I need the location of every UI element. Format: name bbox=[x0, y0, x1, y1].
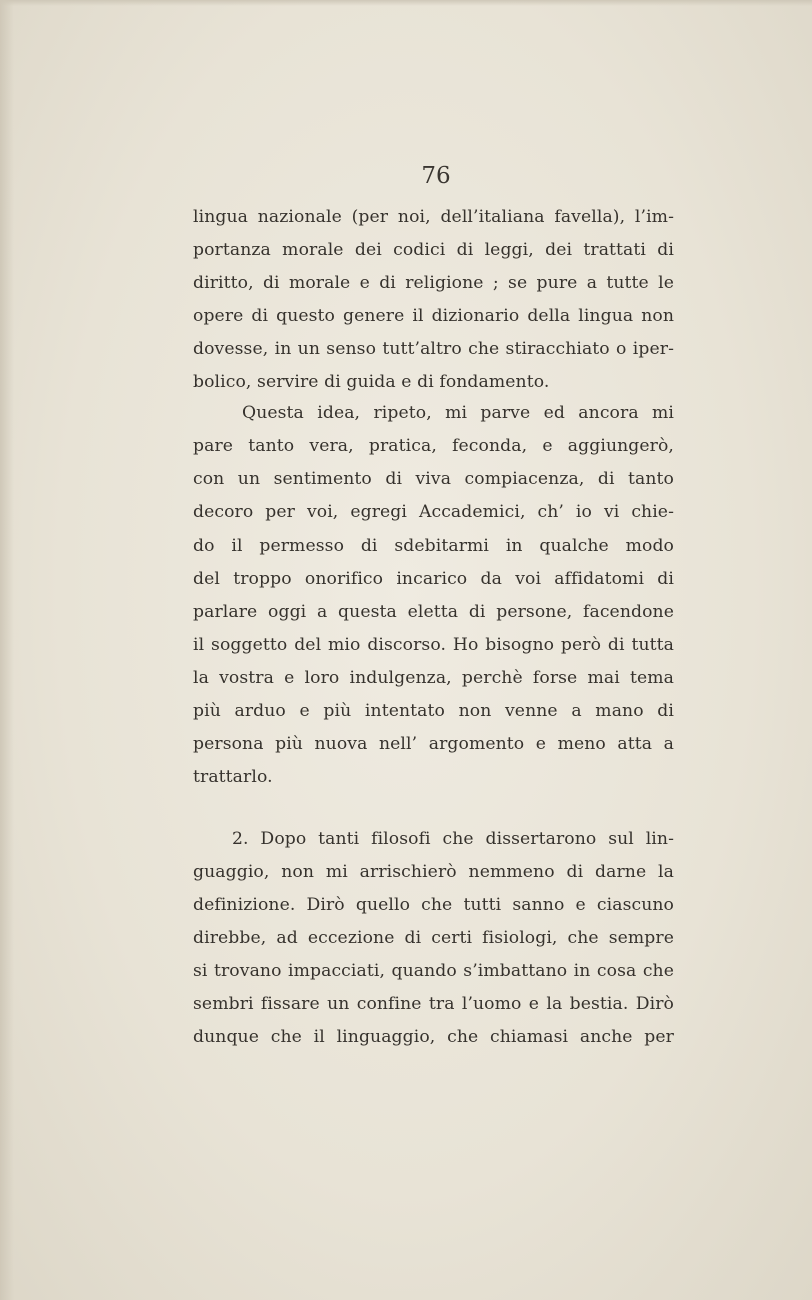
text-line: trattarlo. bbox=[193, 767, 273, 787]
page-top-edge bbox=[0, 0, 812, 6]
text-line: si trovano impacciati, quando s’imbattano in cosa che bbox=[193, 961, 674, 981]
text-line: il soggetto del mio discorso. Ho bisogno però di tutta bbox=[193, 635, 674, 655]
text-line: persona più nuova nell’ argomento e meno atta a bbox=[193, 734, 674, 754]
text-line: più arduo e più intentato non venne a mano di bbox=[193, 701, 674, 721]
text-line: portanza morale dei codici di leggi, dei trattati di bbox=[193, 240, 674, 260]
text-line: opere di questo genere il dizionario della lingua non bbox=[193, 306, 674, 326]
text-line: sembri fissare un confine tra l’uomo e la bestia. Dirò bbox=[193, 994, 674, 1014]
text-line: diritto, di morale e di religione ; se pure a tutte le bbox=[193, 273, 674, 293]
text-line: la vostra e loro indulgenza, perchè forse mai tema bbox=[193, 668, 674, 688]
text-line: Questa idea, ripeto, mi parve ed ancora mi bbox=[242, 403, 674, 423]
text-line: definizione. Dirò quello che tutti sanno e ciascuno bbox=[193, 895, 674, 915]
text-line: pare tanto vera, pratica, feconda, e aggiungerò, bbox=[193, 436, 674, 456]
text-line: parlare oggi a questa eletta di persone, facendone bbox=[193, 602, 674, 622]
text-line: decoro per voi, egregi Accademici, ch’ io vi chie- bbox=[193, 502, 674, 522]
text-line: con un sentimento di viva compiacenza, di tanto bbox=[193, 469, 674, 489]
text-line: guaggio, non mi arrischierò nemmeno di darne la bbox=[193, 862, 674, 882]
page-gutter-shadow bbox=[0, 0, 14, 1300]
page-number: 76 bbox=[421, 163, 451, 189]
text-line: del troppo onorifico incarico da voi affidatomi di bbox=[193, 569, 674, 589]
text-line: dovesse, in un senso tutt’altro che stiracchiato o iper- bbox=[193, 339, 674, 359]
text-line: 2. Dopo tanti filosofi che dissertarono sul lin- bbox=[232, 829, 674, 849]
text-line: bolico, servire di guida e di fondamento. bbox=[193, 372, 550, 392]
text-line: do il permesso di sdebitarmi in qualche modo bbox=[193, 536, 674, 556]
text-line: lingua nazionale (per noi, dell’italiana favella), l’im- bbox=[193, 207, 674, 227]
text-line: direbbe, ad eccezione di certi fisiologi, che sempre bbox=[193, 928, 674, 948]
text-line: dunque che il linguaggio, che chiamasi anche per bbox=[193, 1027, 674, 1047]
